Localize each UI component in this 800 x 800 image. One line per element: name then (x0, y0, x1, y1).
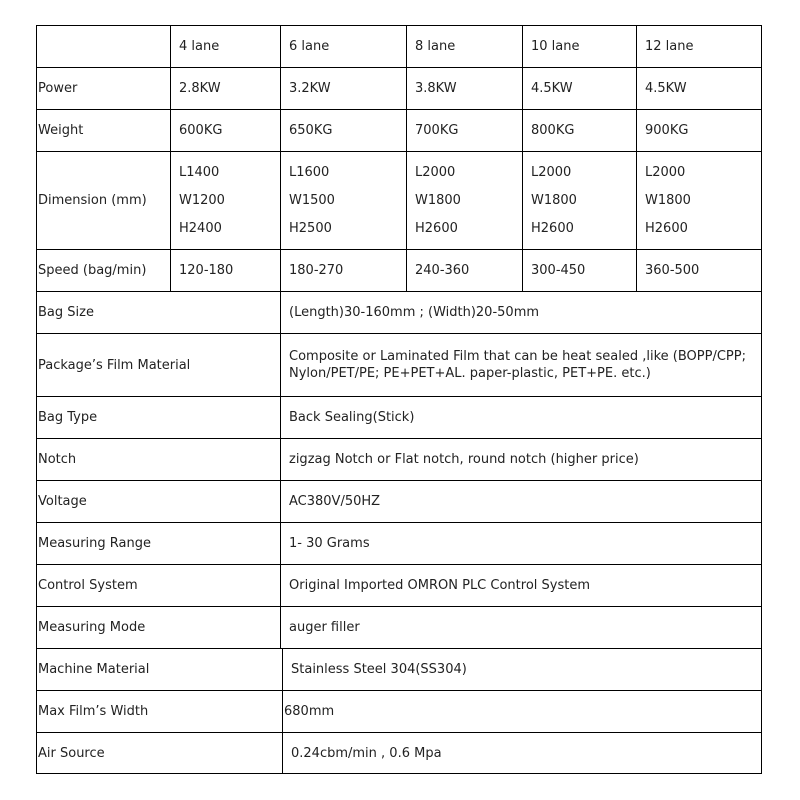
value-film-material: Composite or Laminated Film that can be heat sealed ,like (BOPP/CPP; Nylon/PET/PE; PE+PET+AL. paper-plastic, PET+PE. etc.) (281, 334, 762, 397)
dimension-width: W1800 (415, 192, 461, 208)
table-row-voltage (37, 481, 762, 523)
row-label-bag-type: Bag Type (37, 397, 281, 439)
table-row-weight (37, 110, 762, 152)
dimension-width: W1500 (289, 192, 335, 208)
speed-12-lane: 360-500 (637, 250, 762, 292)
speed-10-lane: 300-450 (523, 250, 637, 292)
dimension-height: H2600 (645, 220, 688, 236)
header-10-lane: 10 lane (523, 26, 637, 68)
table-row-notch (37, 439, 762, 481)
dimension-width: W1200 (179, 192, 225, 208)
row-label-power: Power (37, 68, 171, 110)
row-label-measuring-mode: Measuring Mode (37, 607, 281, 649)
row-label-bag-size: Bag Size (37, 292, 281, 334)
dimension-8-lane (407, 152, 523, 250)
row-label-measuring-range: Measuring Range (37, 523, 281, 565)
value-air-source: 0.24cbm/min , 0.6 Mpa (283, 733, 762, 774)
header-6-lane: 6 lane (281, 26, 407, 68)
header-12-lane: 12 lane (637, 26, 762, 68)
weight-8-lane: 700KG (407, 110, 523, 152)
dimension-4-lane (171, 152, 281, 250)
value-measuring-mode: auger filler (281, 607, 762, 649)
dimension-height: H2500 (289, 220, 332, 236)
dimension-12-lane (637, 152, 762, 250)
row-label-max-film-width: Max Film’s Width (37, 691, 283, 733)
power-4-lane: 2.8KW (171, 68, 281, 110)
dimension-length: L2000 (531, 164, 572, 180)
value-control-system: Original Imported OMRON PLC Control System (281, 565, 762, 607)
table-row-machine-material (37, 649, 762, 691)
weight-4-lane: 600KG (171, 110, 281, 152)
dimension-width: W1800 (645, 192, 691, 208)
dimension-6-lane (281, 152, 407, 250)
table-header-row (37, 26, 762, 68)
table-row-bag-size (37, 292, 762, 334)
dimension-height: H2600 (415, 220, 458, 236)
value-bag-size: (Length)30-160mm ; (Width)20-50mm (281, 292, 762, 334)
dimension-length: L1400 (179, 164, 220, 180)
header-corner-cell (37, 26, 171, 68)
table-row-air-source (37, 733, 762, 774)
dimension-height: H2400 (179, 220, 222, 236)
value-measuring-range: 1- 30 Grams (281, 523, 762, 565)
value-notch: zigzag Notch or Flat notch, round notch (higher price) (281, 439, 762, 481)
dimension-length: L2000 (415, 164, 456, 180)
spec-table (36, 25, 762, 774)
power-8-lane: 3.8KW (407, 68, 523, 110)
table-row-control-system (37, 565, 762, 607)
header-8-lane: 8 lane (407, 26, 523, 68)
weight-10-lane: 800KG (523, 110, 637, 152)
row-label-air-source: Air Source (37, 733, 283, 774)
dimension-10-lane (523, 152, 637, 250)
row-label-dimension: Dimension (mm) (37, 152, 171, 250)
table-row-film-material (37, 334, 762, 397)
header-4-lane: 4 lane (171, 26, 281, 68)
dimension-length: L2000 (645, 164, 686, 180)
dimension-width: W1800 (531, 192, 577, 208)
table-row-measuring-range (37, 523, 762, 565)
row-label-control-system: Control System (37, 565, 281, 607)
weight-6-lane: 650KG (281, 110, 407, 152)
table-row-power (37, 68, 762, 110)
speed-8-lane: 240-360 (407, 250, 523, 292)
table-row-measuring-mode (37, 607, 762, 649)
dimension-height: H2600 (531, 220, 574, 236)
table-row-speed (37, 250, 762, 292)
weight-12-lane: 900KG (637, 110, 762, 152)
row-label-speed: Speed (bag/min) (37, 250, 171, 292)
speed-4-lane: 120-180 (171, 250, 281, 292)
table-row-dimension (37, 152, 762, 250)
row-label-notch: Notch (37, 439, 281, 481)
table-row-max-film-width (37, 691, 762, 733)
row-label-weight: Weight (37, 110, 171, 152)
speed-6-lane: 180-270 (281, 250, 407, 292)
power-10-lane: 4.5KW (523, 68, 637, 110)
dimension-length: L1600 (289, 164, 330, 180)
value-bag-type: Back Sealing(Stick) (281, 397, 762, 439)
table-row-bag-type (37, 397, 762, 439)
value-voltage: AC380V/50HZ (281, 481, 762, 523)
row-label-voltage: Voltage (37, 481, 281, 523)
row-label-machine-material: Machine Material (37, 649, 283, 691)
row-label-film-material: Package’s Film Material (37, 334, 281, 397)
value-max-film-width: 680mm (283, 691, 762, 733)
power-12-lane: 4.5KW (637, 68, 762, 110)
value-machine-material: Stainless Steel 304(SS304) (283, 649, 762, 691)
power-6-lane: 3.2KW (281, 68, 407, 110)
